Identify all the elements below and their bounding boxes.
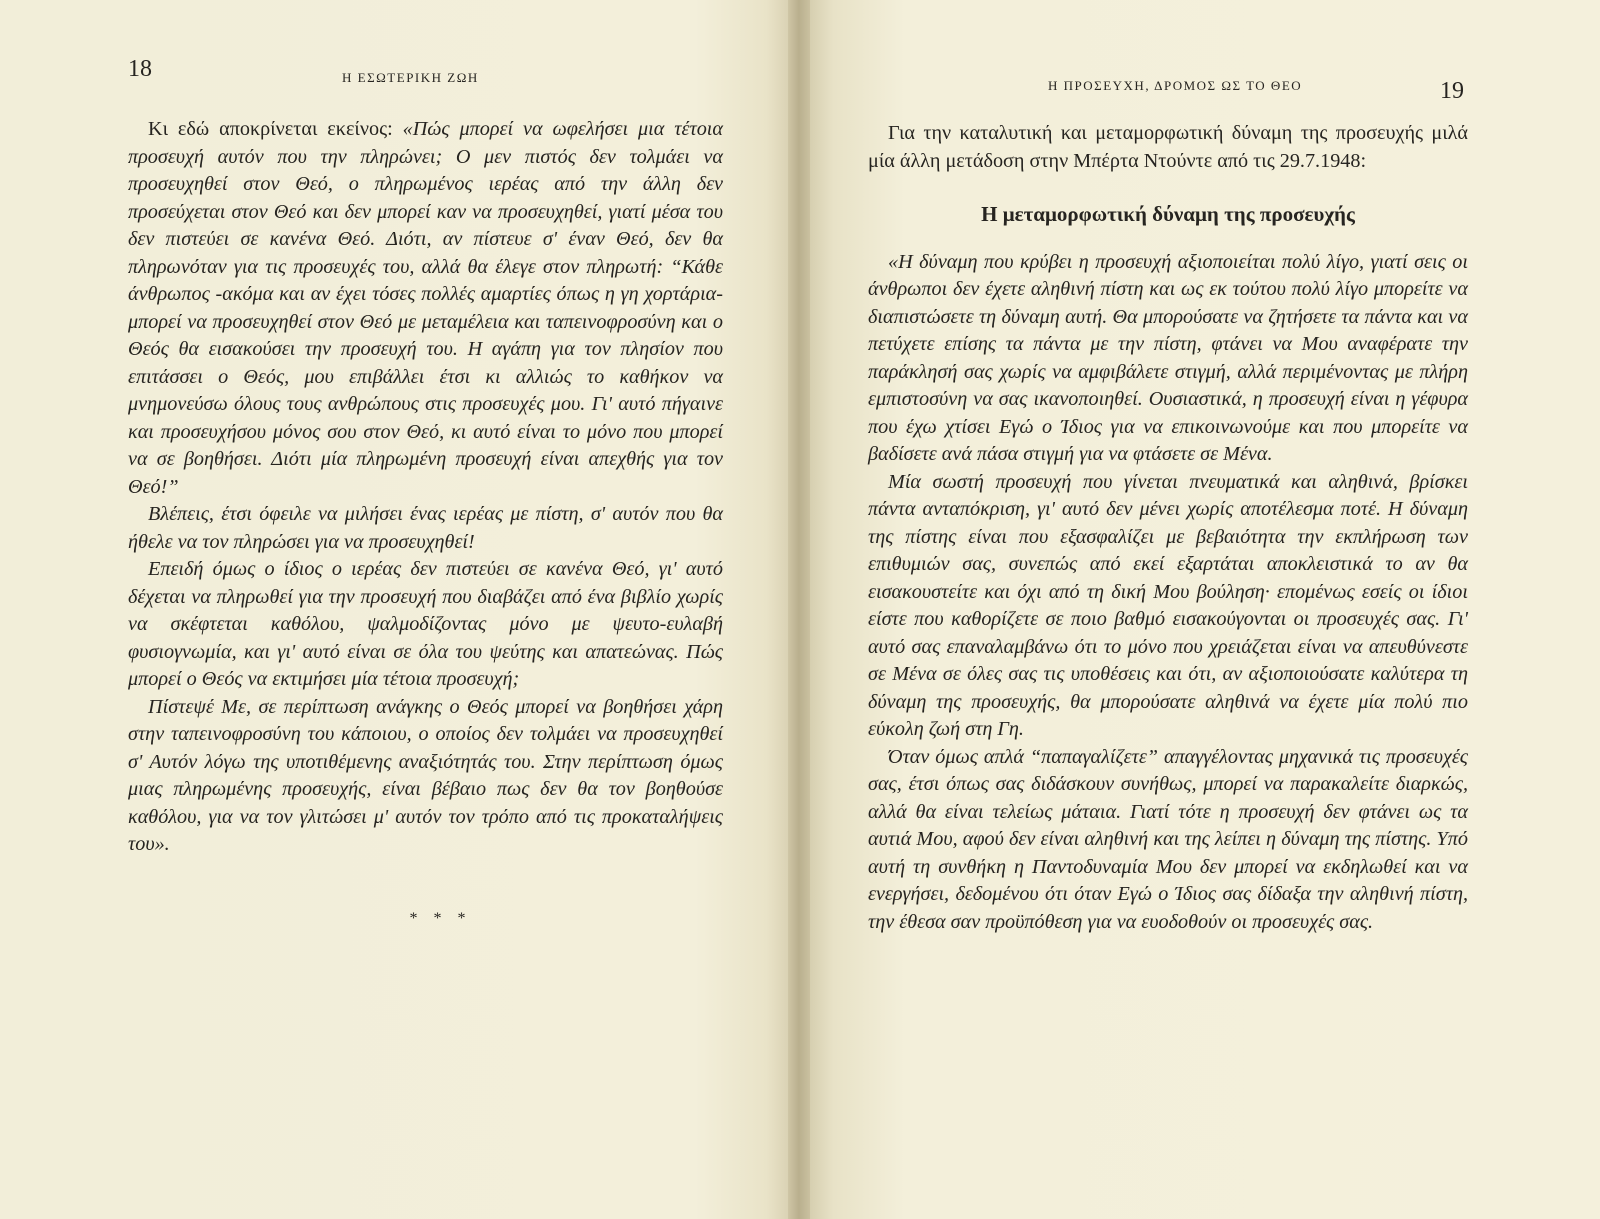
intro-paragraph: Για την καταλυτική και μεταμορφωτική δύναμη της προσευχής μιλά μία άλλη μετάδοση στην Μπέρτα Ντούντε από τις 29.7.1948: [868, 122, 1468, 172]
paragraph: Πίστεψέ Με, σε περίπτωση ανάγκης ο Θεός μπορεί να βοηθήσει χάρη στην ταπεινοφροσύνη του κάποιου, ο οποίος δεν τολμάει να προσευχηθεί σ' Αυτόν λόγω της υποτιθέμενης αναξιότητάς του. Στην περίπτωση όμως μιας πληρωμένης προσευχής, είναι βέβαιο πως δεν θα τον βοηθούσε καθόλου, για να τον γλιτώσει μ' αυτόν τον τρόπο από τις προκαταλήψεις του». [128, 695, 723, 855]
paragraph: Μία σωστή προσευχή που γίνεται πνευματικά και αληθινά, βρίσκει πάντα ανταπόκριση, γι' αυτό δεν μένει χωρίς αποτέλεσμα ποτέ. Η δύναμη της πίστης είναι που εξασφαλίζει με βεβαιότητα την εκπλήρωση των επιθυμιών σας, συνεπώς από εκεί εξαρτάται αποκλειστικά το αν θα εισακουστείτε και όχι από τη δική Μου βούληση· επομένως εσείς οι ίδιοι είστε που καθορίζετε σε ποιο βαθμό εισακούγονται οι προσευχές σας. Γι' αυτό σας επαναλαμβάνω ότι το μόνο που χρειάζεται είναι να απευθύνεστε σε Μένα σε όλες σας τις υποθέσεις και ότι, αν αξιοποιούσατε καλύτερα τη δύναμη της προσευχής, θα μπορούσατε αληθινά να έχετε μία πολύ πιο εύκολη ζωή στη Γη. [868, 470, 1468, 740]
page-number-left: 18 [128, 56, 152, 82]
paragraph: «Η δύναμη που κρύβει η προσευχή αξιοποιείται πολύ λίγο, γιατί σεις οι άνθρωποι δεν έχετε αληθινή πίστη και ως εκ τούτου πολύ λίγο μπορείτε να διαπιστώσετε τη δύναμη αυτή. Θα μπορούσατε να ζητήσετε τα πάντα και να πετύχετε επίσης τα πάντα με την πίστη, φτάνει να Μου αναφέρατε την παράκλησή σας χωρίς να αμφιβάλετε στιγμή, αλλά περιμένοντας με πλήρη εμπιστοσύνη να σας ικανοποιηθεί. Ουσιαστικά, η προσευχή είναι η γέφυρα που έχω χτίσει Εγώ ο Ίδιος για να επικοινωνούμε και που μπορείτε να βαδίσετε ανά πάσα στιγμή για να φτάσετε σε Μένα. [868, 250, 1468, 465]
paragraph: Βλέπεις, έτσι όφειλε να μιλήσει ένας ιερέας με πίστη, σ' αυτόν που θα ήθελε να τον πληρώσει για να προσευχηθεί! [128, 503, 723, 553]
book-gutter [788, 0, 812, 1219]
running-head-right: Η ΠΡΟΣΕΥΧΗ, ΔΡΟΜΟΣ ΩΣ ΤΟ ΘΕΟ [1048, 78, 1303, 93]
paragraph: Όταν όμως απλά “παπαγαλίζετε” απαγγέλοντας μηχανικά τις προσευχές σας, έτσι όπως σας διδάσκουν συνήθως, μπορεί να παρακαλείτε διαρκώς, αλλά θα είναι τελείως μάταια. Γιατί τότε η προσευχή δεν φτάνει ως τα αυτιά Μου, αφού δεν είναι αληθινή και της λείπει η δύναμη της πίστης. Υπό αυτή τη συνθήκη η Παντοδυναμία Μου δεν μπορεί να εκδηλωθεί και να ενεργήσει, δεδομένου ότι όταν Εγώ ο Ίδιος σας δίδαξα την αληθινή πίστη, την έθεσα σαν προϋπόθεση για να ευοδοθούν οι προσευχές σας. [868, 745, 1468, 933]
paragraph [128, 116, 723, 501]
right-text-block [868, 120, 1468, 936]
paragraph-quote: «Πώς μπορεί να ωφελήσει μια τέτοια προσευχή αυτόν που την πληρώνει; Ο μεν πιστός δεν τολμάει να προσευχηθεί στον Θεό, ο πληρωμένος ιερέας από την άλλη δεν προσεύχεται στον Θεό και δεν μπορεί καν να προσευχηθεί, γιατί μέσα του δεν πιστεύει σε κανένα Θεό. Διότι, αν πίστευε σ' έναν Θεό, δεν θα πληρωνόταν για τις προσευχές του, αλλά θα έλεγε στον πληρωτή: “Κάθε άνθρωπος -ακόμα και αν έχει τόσες πολλές αμαρτίες όπως η γη χορτάρια- μπορεί να προσευχηθεί στον Θεό με μεταμέλεια και ταπεινοφροσύνη και ο Θεός θα εισακούσει την προσευχή του. Η αγάπη για τον πλησίον που επιτάσσει ο Θεός, μου επιβάλλει έτσι κι αλλιώς το καθήκον να μνημονεύσω όλους τους ανθρώπους στις προσευχές μου. Γι' αυτό πήγαινε και προσευχήσου μόνος σου στον Θεό, κι αυτό είναι το μόνο που μπορεί να σε βοηθήσει. Διότι μία πληρωμένη προσευχή είναι απεχθής για τον Θεό!” [128, 118, 723, 498]
section-title: Η μεταμορφωτική δύναμη της προσευχής [981, 202, 1355, 226]
running-head-left: Η ΕΣΩΤΕΡΙΚΗ ΖΩΗ [342, 70, 479, 85]
right-page [810, 0, 1600, 1219]
paragraph-lead: Κι εδώ αποκρίνεται εκείνος: [148, 118, 403, 140]
left-text-block [128, 116, 723, 932]
page-number-right: 19 [1440, 78, 1464, 104]
section-separator: * * * [409, 909, 472, 927]
paragraph: Επειδή όμως ο ίδιος ο ιερέας δεν πιστεύει σε κανένα Θεό, γι' αυτό δέχεται να πληρωθεί για την προσευχή που διαβάζει από ένα βιβλίο χωρίς να σκέφτεται καθόλου, ψαλμοδίζοντας μόνο με ψευτο-ευλαβή φυσιογνωμία, και γι' αυτό είναι σε όλα του ψεύτης και απατεώνας. Πώς μπορεί ο Θεός να εκτιμήσει μία τέτοια προσευχή; [128, 558, 723, 690]
left-page [0, 0, 790, 1219]
